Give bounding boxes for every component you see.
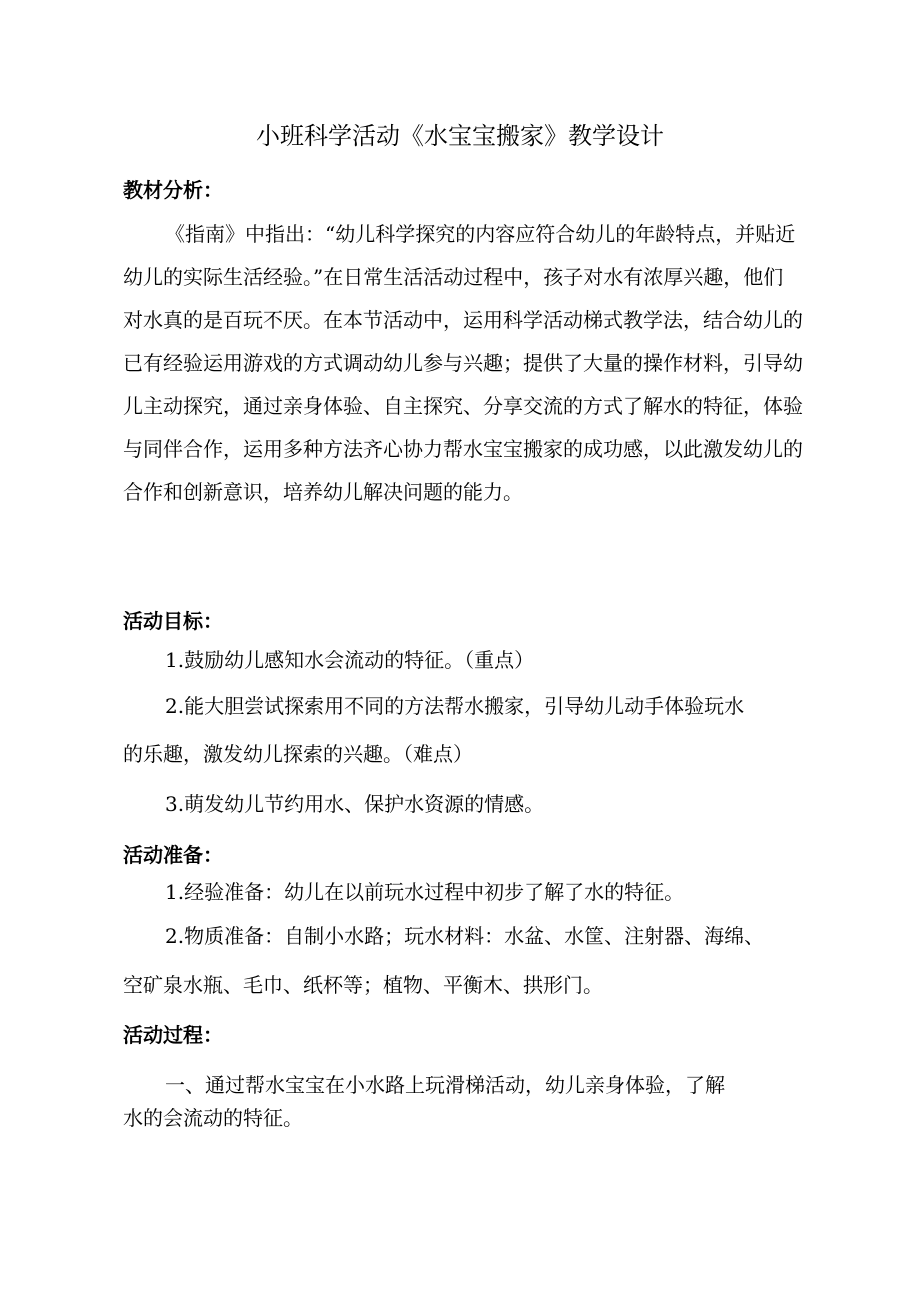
prep-item-2-line-1: 2.物质准备：自制小水路；玩水材料：水盆、水筐、注射器、海绵、 (165, 924, 765, 948)
goal-item-3: 3.萌发幼儿节约用水、保护水资源的情感。 (165, 792, 545, 816)
process-step-1-line-2: 水的会流动的特征。 (123, 1106, 303, 1130)
section-heading-analysis: 教材分析： (123, 178, 223, 202)
document-title: 小班科学活动《水宝宝搬家》教学设计 (256, 122, 664, 150)
goal-item-2-line-2: 的乐趣，激发幼儿探索的兴趣。（难点） (123, 742, 473, 766)
goal-item-2-line-1: 2.能大胆尝试探索用不同的方法帮水搬家，引导幼儿动手体验玩水 (165, 694, 745, 718)
section-heading-preparation: 活动准备： (123, 843, 223, 867)
section-heading-goals: 活动目标： (123, 609, 223, 633)
process-step-1-line-1: 一、通过帮水宝宝在小水路上玩滑梯活动，幼儿亲身体验，了解 (165, 1073, 725, 1097)
prep-item-2-line-2: 空矿泉水瓶、毛巾、纸杯等；植物、平衡木、拱形门。 (123, 973, 603, 997)
prep-item-1: 1.经验准备：幼儿在以前玩水过程中初步了解了水的特征。 (165, 880, 685, 904)
section-heading-process: 活动过程： (123, 1023, 223, 1047)
analysis-paragraph: 《指南》中指出：“幼儿科学探究的内容应符合幼儿的年龄特点，并贴近幼儿的实际生活经验。”在日常生活活动过程中，孩子对水有浓厚兴趣，他们对水真的是百玩不厌。在本节活动中，运用科学活动梯式教学法，结合幼儿的已有经验运用游戏的方式调动幼儿参与兴趣；提供了大量的操作材料，引导幼儿主动探究，通过亲身体验、自主探究、分享交流的方式了解水的特征，体验与同伴合作，运用多种方法齐心协力帮水宝宝搬家的成功感，以此激发幼儿的合作和创新意识，培养幼儿解决问题的能力。 (123, 222, 803, 504)
goal-item-1: 1.鼓励幼儿感知水会流动的特征。（重点） (165, 648, 535, 672)
